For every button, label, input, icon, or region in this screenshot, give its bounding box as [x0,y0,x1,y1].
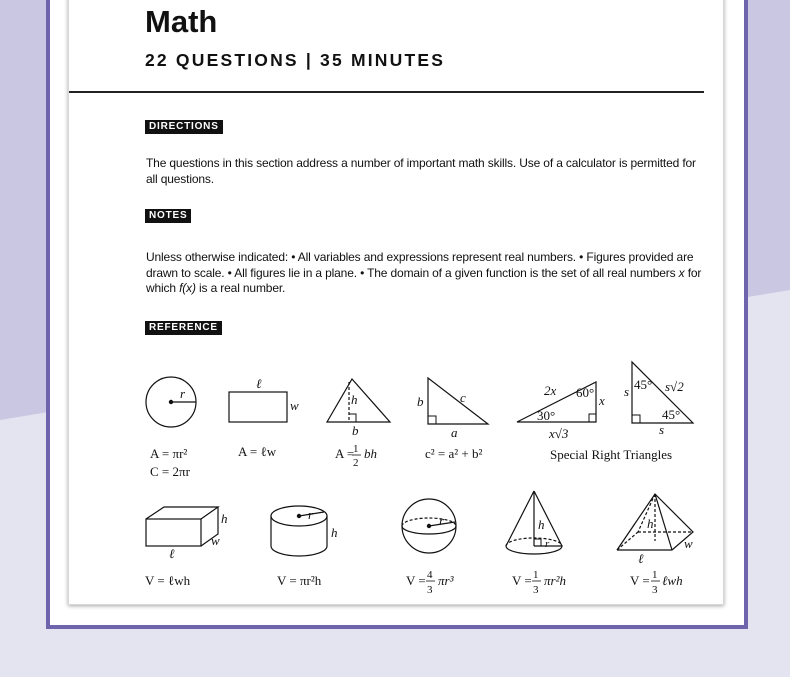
t2-s-bottom-label: s [659,422,665,437]
triangle-figure [327,379,390,422]
box-l-label: ℓ [169,546,175,561]
cylinder-volume-formula: V = πr²h [277,573,322,588]
sphere-frac-den: 3 [427,584,433,596]
triangle-h-label: h [351,392,358,407]
notes-label: NOTES [145,209,191,223]
triangle-bh: bh [364,446,377,461]
t2-s2-label: s√2 [665,379,684,394]
pyramid-v-lhs: V = [630,573,650,588]
sphere-frac-num: 4 [427,569,433,581]
rectangle-area-formula: A = ℓw [238,444,277,459]
box-w-label: w [211,533,220,548]
cone-frac-rest: πr²h [544,573,566,588]
cylinder-r-label: r [308,507,314,522]
directions-label: DIRECTIONS [145,120,223,134]
right-triangle-c-label: c [460,390,466,405]
cone-r-label: r [545,538,550,550]
pyramid-frac-num: 1 [652,569,658,581]
pyramid-frac-den: 3 [652,584,658,596]
right-triangle-b-label: b [417,394,424,409]
box-h-label: h [221,511,228,526]
t1-30-label: 30° [537,408,556,423]
sphere-r-label: r [439,513,445,528]
page-subtitle: 22 QUESTIONS | 35 MINUTES [145,50,446,70]
cone-frac-num: 1 [533,569,539,581]
rectangle-l-label: ℓ [256,376,262,391]
triangle-frac-den: 2 [353,457,359,469]
cone-v-lhs: V = [512,573,532,588]
rectangle-w-label: w [290,398,299,413]
reference-label: REFERENCE [145,321,222,335]
pythagorean-formula: c² = a² + b² [425,446,483,461]
pyramid-h-label: h [647,516,654,531]
triangle-frac-num: 1 [353,443,359,455]
t1-60-label: 60° [576,385,595,400]
special-triangles-caption: Special Right Triangles [550,447,673,462]
directions-text: The questions in this section address a number of important math skills. Use of a calculator is permitted for all questions. [146,156,696,186]
circle-circumference-formula: C = 2πr [150,464,190,479]
sphere-frac-rest: πr³ [438,573,454,588]
box-figure [146,507,218,546]
page-title: Math [145,4,218,39]
notes-text: Unless otherwise indicated: • All variables and expressions represent real numbers. • Figures provided are drawn to scale. • All figures lie in a plane. • The domain of a given function is the set of all real numbers x for which f(x) is a real number. [146,250,702,295]
rectangle-figure [229,392,287,422]
t2-45b-label: 45° [662,407,681,422]
cone-h-label: h [538,517,545,532]
sphere-v-lhs: V = [406,573,426,588]
right-triangle-figure [428,378,488,424]
t1-2x-label: 2x [544,383,557,398]
circle-area-formula: A = πr² [150,446,188,461]
t1-x3-label: x√3 [549,426,569,441]
triangle-b-label: b [352,423,359,438]
triangle-area-lhs: A = [335,446,355,461]
cone-frac-den: 3 [533,584,539,596]
cone-figure [506,491,562,554]
pyramid-frac-rest: ℓwh [662,573,683,588]
t1-x-label: x [599,393,605,408]
pyramid-w-label: w [684,536,693,551]
cylinder-h-label: h [331,525,338,540]
t2-s-label: s [624,384,630,399]
t2-45a-label: 45° [634,377,653,392]
pyramid-figure [617,494,693,550]
circle-r-label: r [180,386,186,401]
pyramid-l-label: ℓ [638,551,644,566]
box-volume-formula: V = ℓwh [145,573,191,588]
cylinder-figure [271,506,327,556]
right-triangle-a-label: a [451,425,458,440]
